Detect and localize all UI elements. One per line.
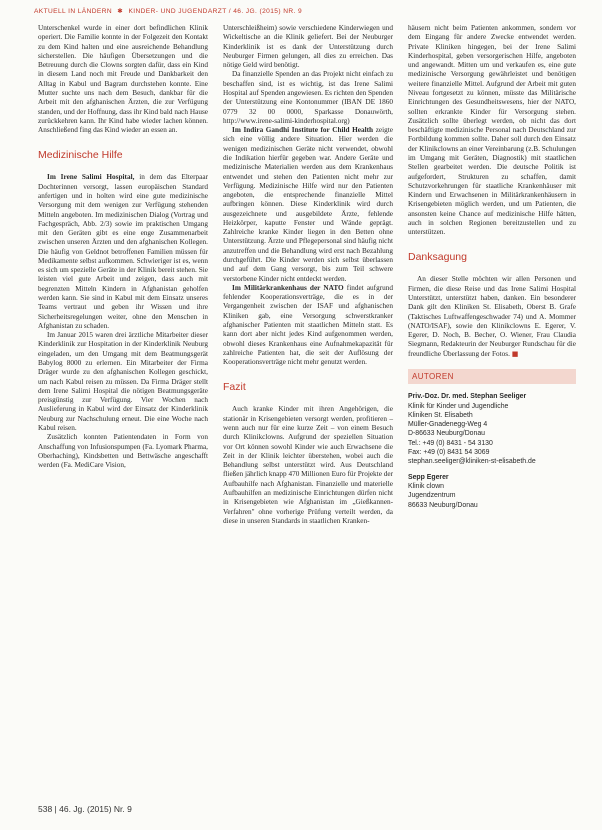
page-footer: 538 | 46. Jg. (2015) Nr. 9 bbox=[38, 804, 132, 814]
column-3 bbox=[408, 24, 576, 510]
header-section: AKTUELL IN LÄNDERN bbox=[34, 8, 113, 15]
author-line: Müller-Gnadenegg-Weg 4 bbox=[408, 421, 488, 429]
paragraph-text: An dieser Stelle möchten wir allen Personen und Firmen, die diese Reise und das Irene Salimi Hospital Unterstützt, unterstützt haben, danken. Ein besonderer Dank gilt den Kliniken St. Elisabeth, Oberst B. Grafe (Taktisches Luftwaffengeschwader 74) und A. Mommer (NATO/ISAF), sowie den Klinikclowns E. Egerer, V. Egerer, D. Noch, B. Becher, O. Wiener, Frau Claudia Siegmann, Redakteurin der Neuburger Rundschau für die freundliche Überlassung der Fotos. bbox=[408, 275, 576, 358]
end-mark-icon: ■ bbox=[511, 349, 519, 358]
paragraph bbox=[223, 126, 393, 284]
author-line: Kliniken St. Elisabeth bbox=[408, 411, 473, 419]
author-name: Sepp Egerer bbox=[408, 473, 449, 481]
column-2 bbox=[223, 24, 393, 526]
paragraph: Unterschleißheim) sowie verschiedene Kinderwiegen und Wickeltische an die Klinik geliefert. Bei der Neuburger Kinderklinik ist es dank der Unterstützung durch Neuburger Firmen gelungen, all dies zu erreichen. Das nötige Geld wird benötigt. bbox=[223, 24, 393, 70]
paragraph bbox=[223, 284, 393, 368]
section-heading-danksagung: Danksagung bbox=[408, 251, 467, 264]
section-heading-medizinische-hilfe: Medizinische Hilfe bbox=[38, 149, 123, 162]
authors-block bbox=[408, 392, 576, 510]
lead-bold: Im Irene Salimi Hospital, bbox=[47, 173, 135, 182]
header-journal: KINDER- UND JUGENDARZT / 46. JG. (2015) NR. 9 bbox=[128, 8, 303, 15]
authors-heading: AUTOREN bbox=[408, 369, 576, 384]
paragraph: Im Januar 2015 waren drei ärztliche Mitarbeiter dieser Kinderklinik zur Hospitation in der Kinderklinik Neuburg eingeladen, um den Umgang mit dem Beatmungsgerät Babylog 8000 zu erlernen. Ein Mitarbeiter der Firma Dräger wurde zu den afghanischen Kollegen geschickt, um nach Kabul reisen zu müssen. Da Firma Dräger stellt dem Irene Salimi Hospital die nötigen Beatmungsgeräte preisgünstig zur Verfügung. Vier Wochen nach Auslieferung in Kabul wird der Einsatz der Kinderklinik Neuburg zur Nachschulung erneut. Die eine Woche nach Kabul reisen. bbox=[38, 331, 208, 432]
paragraph: Da finanzielle Spenden an das Projekt nicht einfach zu beschaffen sind, ist es wichtig, ist das Irene Salimi Hospital auf Spenden angewiesen. Es richten den Spenden der Unterstützung eine Kontonummer (IBAN DE 1860 0779 32 00 0000, Sparkasse Donauwörth, http://www.irene-salimi-kinderhospital.org) bbox=[223, 70, 393, 125]
author-line: Klinik für Kinder und Jugendliche bbox=[408, 402, 509, 410]
section-heading-fazit: Fazit bbox=[223, 381, 246, 394]
column-1 bbox=[38, 24, 208, 470]
author-email-link[interactable]: stephan.seeliger@kliniken-st-elisabeth.de bbox=[408, 458, 536, 466]
paragraph-text: zeigte sich eine völlig andere Situation. Hier werden die wenigen medizinischen Geräte nicht verwendet, obwohl die Indikation hierfür gegeben war. Andere Geräte und medizinische Materialien werden aus dem Krankenhaus entwendet und stehen den Patienten nicht mehr zur Verfügung. Medizinische Hilfe wird nur den Patienten angeboten, die entsprechende finanzielle Mittel aufbringen können. Diese Kinderklinik wird durch ausgezeichnete und ausgebildete Ärzte, fehlende Heizkörper, kaputte Fenster und Wände geprägt. Zahlreiche kranke Kinder liegen in den Betten ohne Unterstützung. Ärzte und Pflegepersonal sind häufig nicht anzutreffen und die Behandlung wird erst nach Bezahlung durchgeführt. Die Kinder werden sich selbst überlassen und auf dem Gang versorgt, bis zum Teil schwere verstorbene Kinder nicht entdeckt werden. bbox=[223, 126, 394, 283]
paragraph-text: in dem das Elterpaar Dochterinnen versorgt, lassen europäischen Standard anfertigen und in holten wird eine gute medizinische Versorgung mit dem wenigen zur Verfügung stehenden Mitteln angeboten. Im medizinischen Dialog (Vortrag und Fachgespräch, Abb. 2/3) sowie im praktischen Umgang mit den Geräten gibt es eine enge Zusammenarbeit zwischen unseren Ärzten und den afghanischen Kollegen. Die häufig von Geldnot betroffenen Familien müssen für Medikamente selbst aufkommen. Schwieriger ist es, wenn es sich um spezielle Geräte in der Klinik bereit stehen. Sie leisten viel gute Arbeit und zeigen, dass auch mit begrenzten Mitteln Kindern in Afghanistan geholfen werden kann. Sie sind in Kabul mit dem Einsatz unseres Teams vertraut und geben ihr Wissen und ihre Sicherheitsregelungen weiter, ohne den Menschen in Afghanistan zu schaden. bbox=[38, 173, 208, 330]
author-name: Priv.-Doz. Dr. med. Stephan Seeliger bbox=[408, 393, 527, 401]
header-separator-icon: ✱ bbox=[117, 8, 124, 15]
author-line: 86633 Neuburg/Donau bbox=[408, 501, 478, 509]
paragraph-text: findet aufgrund fehlender Kooperationsverträge, die es in der Vergangenheit zwischen der ISAF und afghanischen Kliniken gab, eine Versorgung schwerstkranker afghanischer Patienten mit staatlichen Mitteln statt. Es kann dort aber nicht jedes Kind aufgenommen werden, obwohl dieses Krankenhaus eine Aufnahmekapazität für zahlreiche Patienten hat, die seit der Auflösung der Kooperationsverträge nicht mehr genutzt werden. bbox=[223, 283, 393, 367]
author-line: Tel.: +49 (0) 8431 - 54 3130 bbox=[408, 439, 493, 447]
running-header bbox=[34, 7, 574, 15]
lead-bold: Im Militärkrankenhaus der NATO bbox=[232, 283, 344, 292]
author-line: D-86633 Neuburg/Donau bbox=[408, 430, 485, 438]
lead-bold: Im Indira Gandhi Institute for Child Health bbox=[232, 126, 374, 135]
paragraph: häusern nicht beim Patienten ankommen, sondern vor dem Eingang für andere Zwecke entwendet werden. Private Kliniken hingegen, bei der Irene Salimi Kinderhospital, geben versorgerischen Hilfe, angeboten und angewandt. Mitten um und verkaufen es, eine gute medizinische Versorgung gewährleistet und benötigen weitere finanzielle Mittel. Aufgrund der Arbeit mit guten Niveau fortgesetzt zu können, müsste das Militärische Einrichtungen des Gesundheitswesens, hier der NATO, sollten erkrankte Kinder für Versorgung stehen. Zusätzlich sollte überlegt werden, ob nicht das dort beschäftigte medizinische Personal nach Deutschland zur Fortbildung kommen sollte. Daher soll durch den Einsatz der Klinikclowns an einer Vereinbarung (z.B. Schulungen im Umgang mit Geräten, Diagnostik) mit staatlichen Stellen gearbeitet werden. Die deutsche Politik ist aufgefordert, Strukturen zu schaffen, damit Schutzvorkehrungen für staatliche Krankenhäuser mit Kindern und Erwachsenen in Militärkrankenhäusern in Krisengebieten möglich werden, und um Patienten, die ansonsten keine Chance auf medizinische Hilfe hätten, auch in solchen Regionen bereitzustellen und zu unterstützen. bbox=[408, 24, 576, 237]
paragraph: Auch kranke Kinder mit ihren Angehörigen, die stationär in Krisengebieten versorgt werden, profitieren – wenn auch nur für eine kurze Zeit – von einem Besuch durch Klinikclowns. Aufgrund der speziellen Situation vor Ort können sowohl Kinder wie auch Erwachsene die Zeit in der Klinik leichter überstehen, wobei auch die Behandlung selbst unterstützt wird. Aus Deutschland fließen jährlich knapp 470 Millionen Euro für Projekte der Aufbauhilfe nach Afghanistan. Finanzielle und materielle Aufbauhilfen an medizinische Einrichtungen dürfen nicht in Krisengebieten wie Afghanistan im „Gießkannen-Verfahren" ohne vorherige Prüfung verteilt werden, da diese in unseren Standards in staatlichen Kranken- bbox=[223, 405, 393, 525]
author-line: Klinik clown bbox=[408, 482, 444, 490]
author-line: Fax: +49 (0) 8431 54 3069 bbox=[408, 449, 490, 457]
paragraph bbox=[38, 173, 208, 331]
paragraph: Zusätzlich konnten Patientendaten in Form von Anschaffung von Infusionspumpen (Fa. Lyomark Pharma, Oberhaching), Kindsbetten und Bettwäsche angeschafft werden (Fa. MediCare Vision, bbox=[38, 433, 208, 470]
paragraph bbox=[408, 275, 576, 359]
paragraph: Unterschenkel wurde in einer dort befindlichen Klinik operiert. Die Familie konnte in der Folgezeit den Kontakt zu dem Kind halten und eine ausreichende Behandlung sicherstellen. Die häufigen Übersetzungen und die Betreuung durch die Clowns sorgten dafür, dass ein Kind in diesem Land noch mit Freude und Dankbarkeit den Alltag in Kabul und Bagram durchstehen konnte. Eine Mutter suchte uns nach dem Besuch, dankbar für die Arbeit mit den afghanischen Ärzten, die zur Verfügung standen, und der Hoffnung, dass ihr Kind bald nach Hause zurückkehren kann. Ihr Kind habe wieder lachen können. Anschließend fing das Kind wieder an essen an. bbox=[38, 24, 208, 135]
author-line: Jugendzentrum bbox=[408, 492, 456, 500]
